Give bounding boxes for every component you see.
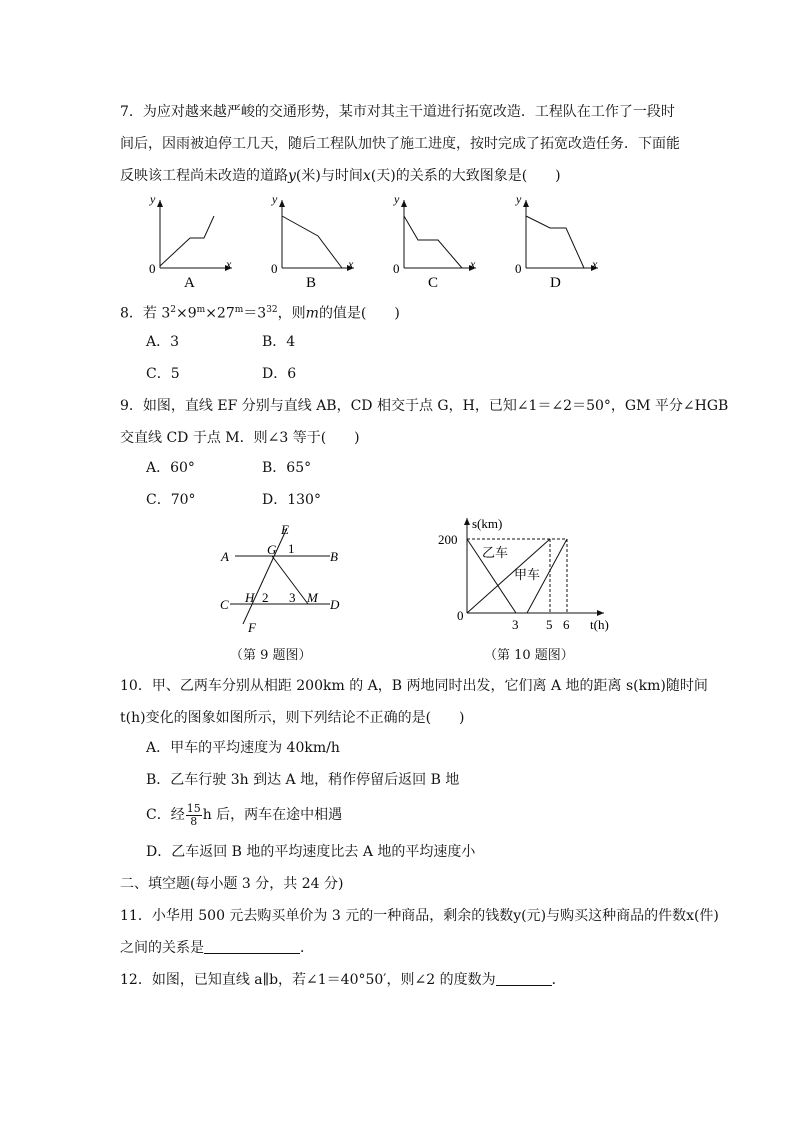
- q9-label-h: H: [245, 590, 255, 605]
- q9-option-b: B．65°: [262, 460, 312, 476]
- q9-label-c: C: [220, 597, 229, 612]
- q10-label-jia: 甲车: [514, 567, 541, 582]
- q7-graph-a-origin: 0: [149, 261, 156, 276]
- q7-line-3a: 反映该工程尚未改造的道路: [120, 168, 288, 184]
- q11-line-2: [120, 938, 314, 958]
- q10-tick-t5: 5: [546, 617, 553, 632]
- q9-line-1: 9．如图，直线 EF 分别与直线 AB，CD 相交于点 G，H，已知∠1＝∠2＝50°，GM 平分∠HGB: [120, 398, 729, 414]
- q8-exp-4: 32: [266, 305, 278, 315]
- q10-tick-t3: 3: [512, 617, 519, 632]
- q11-line-2-text: 之间的关系是: [120, 940, 204, 956]
- q7-graph-a-curve: [160, 216, 214, 266]
- q10-option-b: B．乙车行驶 3h 到达 A 地，稍作停留后返回 B 地: [146, 772, 460, 788]
- q7-graph-d-y: y: [516, 192, 522, 206]
- q9-label-1: 1: [288, 541, 295, 556]
- q10-tick-t6: 6: [563, 617, 570, 632]
- q10-option-a: A．甲车的平均速度为 40km/h: [146, 740, 340, 756]
- q9-option-d: D．130°: [262, 492, 321, 508]
- q10-option-c-a: C．经: [146, 807, 185, 823]
- q7-graph-a-y: y: [150, 192, 156, 206]
- q7-graph-d-x: x: [592, 257, 598, 271]
- q12-line-text: 12．如图，已知直线 a∥b，若∠1＝40°50′，则∠2 的度数为: [120, 972, 496, 988]
- q8-stem-d: ＝3: [243, 305, 267, 322]
- q11-line-1: 11．小华用 500 元去购买单价为 3 元的一种商品，剩余的钱数y(元)与购买这种商品的件数x(件): [120, 908, 719, 924]
- q10-line-2: t(h)变化的图象如图所示，则下列结论不正确的是( ): [120, 710, 465, 726]
- q7-graph-b: [271, 192, 354, 291]
- q10-figure: [432, 512, 632, 642]
- q9-label-e: E: [281, 522, 289, 537]
- q9-label-g: G: [267, 542, 277, 557]
- q7-graph-d-curve: [526, 216, 584, 268]
- q7-graph-c-x: x: [470, 257, 476, 271]
- q7-graph-c-y: y: [394, 192, 400, 206]
- q12-line: [120, 970, 566, 990]
- q7-graph-c-label: C: [428, 275, 439, 291]
- q7-graph-b-x: x: [348, 257, 354, 271]
- q10-option-c: [146, 800, 342, 830]
- q7-graph-b-label: B: [306, 275, 317, 291]
- q7-var-y: y: [288, 168, 296, 184]
- q9-option-a: A．60°: [146, 460, 195, 476]
- q9-label-m: M: [307, 590, 318, 605]
- q11-end: ．: [300, 940, 314, 956]
- q8-option-a: A．3: [146, 334, 180, 350]
- q8-option-c: C．5: [146, 366, 180, 382]
- q7-graph-d-origin: 0: [515, 261, 522, 276]
- q9-figure: [215, 520, 355, 640]
- q7-line-3c: (天)的关系的大致图象是( ): [370, 168, 561, 184]
- q7-graph-b-origin: 0: [271, 261, 278, 276]
- q10-fraction-den: 8: [190, 814, 198, 828]
- section-2-heading: 二、填空题(每小题 3 分，共 24 分): [120, 876, 344, 892]
- q8-option-d: D．6: [262, 366, 297, 382]
- q9-figure-caption: （第 9 题图）: [230, 648, 312, 663]
- q9-label-d: D: [330, 597, 340, 612]
- q10-axis-t-label: t(h): [590, 617, 609, 632]
- q8-var-m: m: [305, 305, 319, 322]
- q7-graph-a-x: x: [226, 257, 232, 271]
- q8-stem-a: 8．若 3: [120, 305, 171, 322]
- q11-answer-blank[interactable]: [204, 939, 300, 954]
- q7-line-3b: (米)与时间: [295, 168, 363, 184]
- q10-tick-200: 200: [438, 532, 458, 547]
- q8-stem: [120, 300, 400, 324]
- q9-label-3: 3: [289, 590, 296, 605]
- q10-line-1: 10．甲、乙两车分别从相距 200km 的 A，B 两地同时出发，它们离 A 地的距离 s(km)随时间: [120, 678, 708, 694]
- q7-graph-a-label: A: [184, 275, 195, 291]
- q7-graph-c: [393, 192, 476, 291]
- q8-exp-2: m: [196, 305, 206, 315]
- q10-axis-s-label: s(km): [472, 516, 503, 531]
- q8-exp-3: m: [234, 305, 244, 315]
- q9-line-2: 交直线 CD 于点 M．则∠3 等于( ): [120, 430, 360, 446]
- q7-graph-b-y: y: [272, 192, 278, 206]
- q7-graph-d: [515, 192, 598, 291]
- q9-label-2: 2: [262, 590, 269, 605]
- q10-label-yi: 乙车: [482, 545, 509, 560]
- q9-label-a: A: [221, 549, 229, 564]
- q7-graph-d-label: D: [550, 275, 561, 291]
- q7-var-x: x: [362, 168, 371, 184]
- q8-stem-f: 的值是( ): [318, 305, 400, 322]
- q7-graph-a: [149, 192, 232, 291]
- q10-option-d: D．乙车返回 B 地的平均速度比去 A 地的平均速度小: [146, 844, 476, 860]
- q7-graph-c-curve: [404, 216, 462, 268]
- q10-option-c-b: h 后，两车在途中相遇: [202, 807, 343, 823]
- q7-line-2: 间后，因雨被迫停工几天，随后工程队加快了施工进度，按时完成了拓宽改造任务．下面能: [120, 136, 680, 152]
- q8-stem-e: ，则: [277, 305, 306, 322]
- q7-graph-c-origin: 0: [393, 261, 400, 276]
- q10-figure-caption: （第 10 题图）: [484, 648, 574, 663]
- q10-origin: 0: [457, 608, 464, 623]
- q7-graph-options: [0, 188, 794, 298]
- q8-stem-b: ×9: [176, 305, 197, 322]
- q7-line-1: 7．为应对越来越严峻的交通形势，某市对其主干道进行拓宽改造．工程队在工作了一段时: [120, 104, 675, 120]
- q10-fraction-num: 15: [186, 801, 201, 815]
- q7-line-3: [120, 166, 561, 186]
- q9-label-f: F: [248, 620, 256, 635]
- q10-fraction: [186, 803, 202, 828]
- q7-graph-b-curve: [282, 216, 342, 268]
- q9-option-c: C．70°: [146, 492, 196, 508]
- q8-option-b: B．4: [262, 334, 296, 350]
- q12-end: ．: [551, 972, 566, 988]
- q12-answer-blank[interactable]: [496, 971, 552, 986]
- q8-stem-c: ×27: [205, 305, 235, 322]
- q8-exp-1: 2: [170, 305, 176, 315]
- q9-label-b: B: [330, 549, 338, 564]
